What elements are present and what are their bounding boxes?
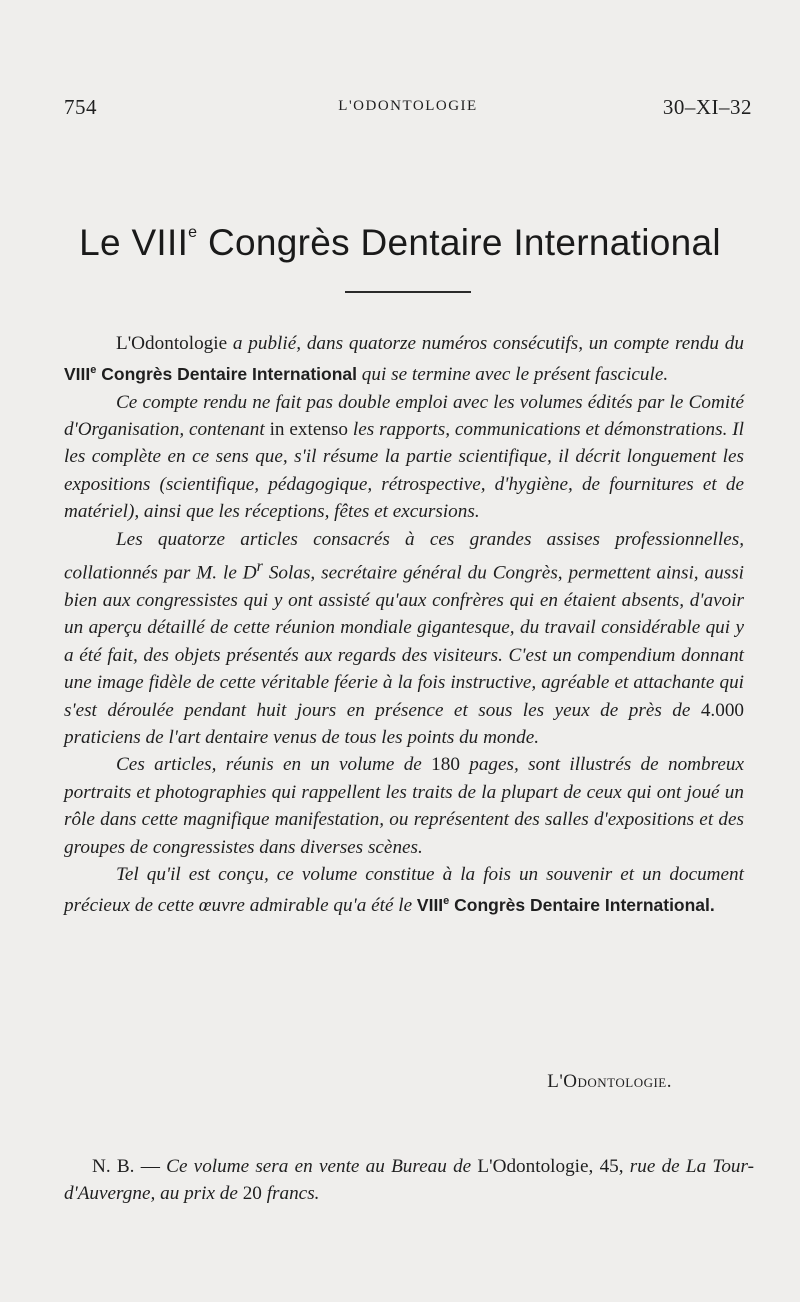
running-header bbox=[64, 95, 752, 125]
text-run: VIII bbox=[416, 895, 444, 916]
text-run: Les quatorze articles consacrés à ces grandes assises professionnelles, collationnés par M. le D bbox=[64, 528, 744, 584]
number-run: 20 bbox=[242, 1183, 262, 1205]
text-run: Solas, secrétaire général du Congrès, permettent ainsi, aussi bien aux congressistes qui y ont assisté qu'aux confrères qui en étaient absents, d'avoir un aperçu détaillé de cette réunion mondiale gigantesque, du travail considérable qui y a été fait, des objets présentés aux regards des visiteurs. C'est un compendium donnant une image fidèle de cette véritable féerie à la fois instructive, agréable et attachante qui s'est déroulée pendant huit jours en présence et sous les yeux de près de bbox=[64, 562, 744, 721]
text-run: extenso bbox=[284, 419, 348, 441]
text-run: francs. bbox=[261, 1183, 320, 1205]
paragraph-5 bbox=[64, 861, 744, 920]
paragraph-3 bbox=[64, 526, 744, 752]
title-superscript: e bbox=[188, 224, 198, 241]
text-run: Tel qu'il est conçu, ce volume constitue à la fois un souvenir et un document précieux de cette œuvre admirable qu'a été le bbox=[64, 863, 744, 917]
text-run: pages, sont illustrés de nombreux portraits et photographies qui rappellent les traits de la plupart de ceux qui ont joué un rôle dans cette magnifique manifestation, ou représentent des salles d'expositions et des groupes de congressistes dans diverses scènes. bbox=[64, 754, 744, 858]
text-run: rue de La Tour-d'Auvergne, au prix de bbox=[64, 1156, 754, 1205]
note-nb bbox=[64, 1153, 754, 1208]
paragraph-4 bbox=[64, 751, 744, 861]
note-paragraph bbox=[64, 1153, 754, 1208]
text-run: Congrès Dentaire International. bbox=[449, 895, 715, 916]
text-run: praticiens de l'art dentaire venus de tous les points du monde. bbox=[64, 726, 540, 748]
number-run: 4.000 bbox=[700, 699, 744, 721]
paragraph-2 bbox=[64, 389, 744, 526]
text-run: N. B. — bbox=[92, 1156, 167, 1177]
text-run: Ce volume sera en vente au Bureau de bbox=[166, 1156, 478, 1177]
page-number: 754 bbox=[64, 95, 97, 119]
issue-date: 30–XI–32 bbox=[662, 95, 752, 119]
text-run: les rapports, communications et démonstrations. Il les complète en ce sens que, s'il résume la partie scientifique, il décrit longuement les expositions (scientifique, pédagogique, rétrospective, d'hygiène, de fournitures et de matériel), ainsi que les réceptions, fêtes et excursions. bbox=[64, 419, 744, 523]
journal-name-inline: L'Odontologie bbox=[116, 333, 228, 354]
bold-run bbox=[417, 895, 715, 915]
text-run: VIII bbox=[64, 364, 91, 385]
text-run: in bbox=[269, 419, 285, 441]
signature: L'Odontologie. bbox=[547, 1071, 672, 1092]
text-run: a publié, dans quatorze numéros consécutifs, un compte rendu du bbox=[227, 333, 744, 354]
text-run: 45, bbox=[599, 1156, 624, 1177]
text-run: Congrès Dentaire International bbox=[96, 364, 357, 385]
number-run: 180 bbox=[431, 754, 460, 776]
text-run: L'Odontologie, bbox=[477, 1156, 594, 1177]
superscript: e bbox=[443, 895, 450, 908]
title-divider bbox=[345, 291, 471, 293]
paragraph-1 bbox=[64, 330, 744, 389]
title-part-1: Le VIII bbox=[79, 222, 189, 263]
article-body bbox=[64, 330, 744, 920]
superscript: e bbox=[90, 364, 97, 377]
bold-run bbox=[64, 364, 357, 384]
text-run: qui se termine avec le présent fascicule. bbox=[357, 364, 669, 386]
article-title bbox=[0, 222, 800, 264]
text-run: Ces articles, réunis en un volume de bbox=[116, 754, 432, 776]
title-part-2: Congrès Dentaire International bbox=[197, 222, 721, 263]
journal-name: L'ODONTOLOGIE bbox=[338, 98, 478, 114]
text-run: Ce compte rendu ne fait pas double emploi avec les volumes édités par le Comité d'Organisation, contenant bbox=[64, 391, 744, 441]
superscript: r bbox=[256, 558, 263, 576]
